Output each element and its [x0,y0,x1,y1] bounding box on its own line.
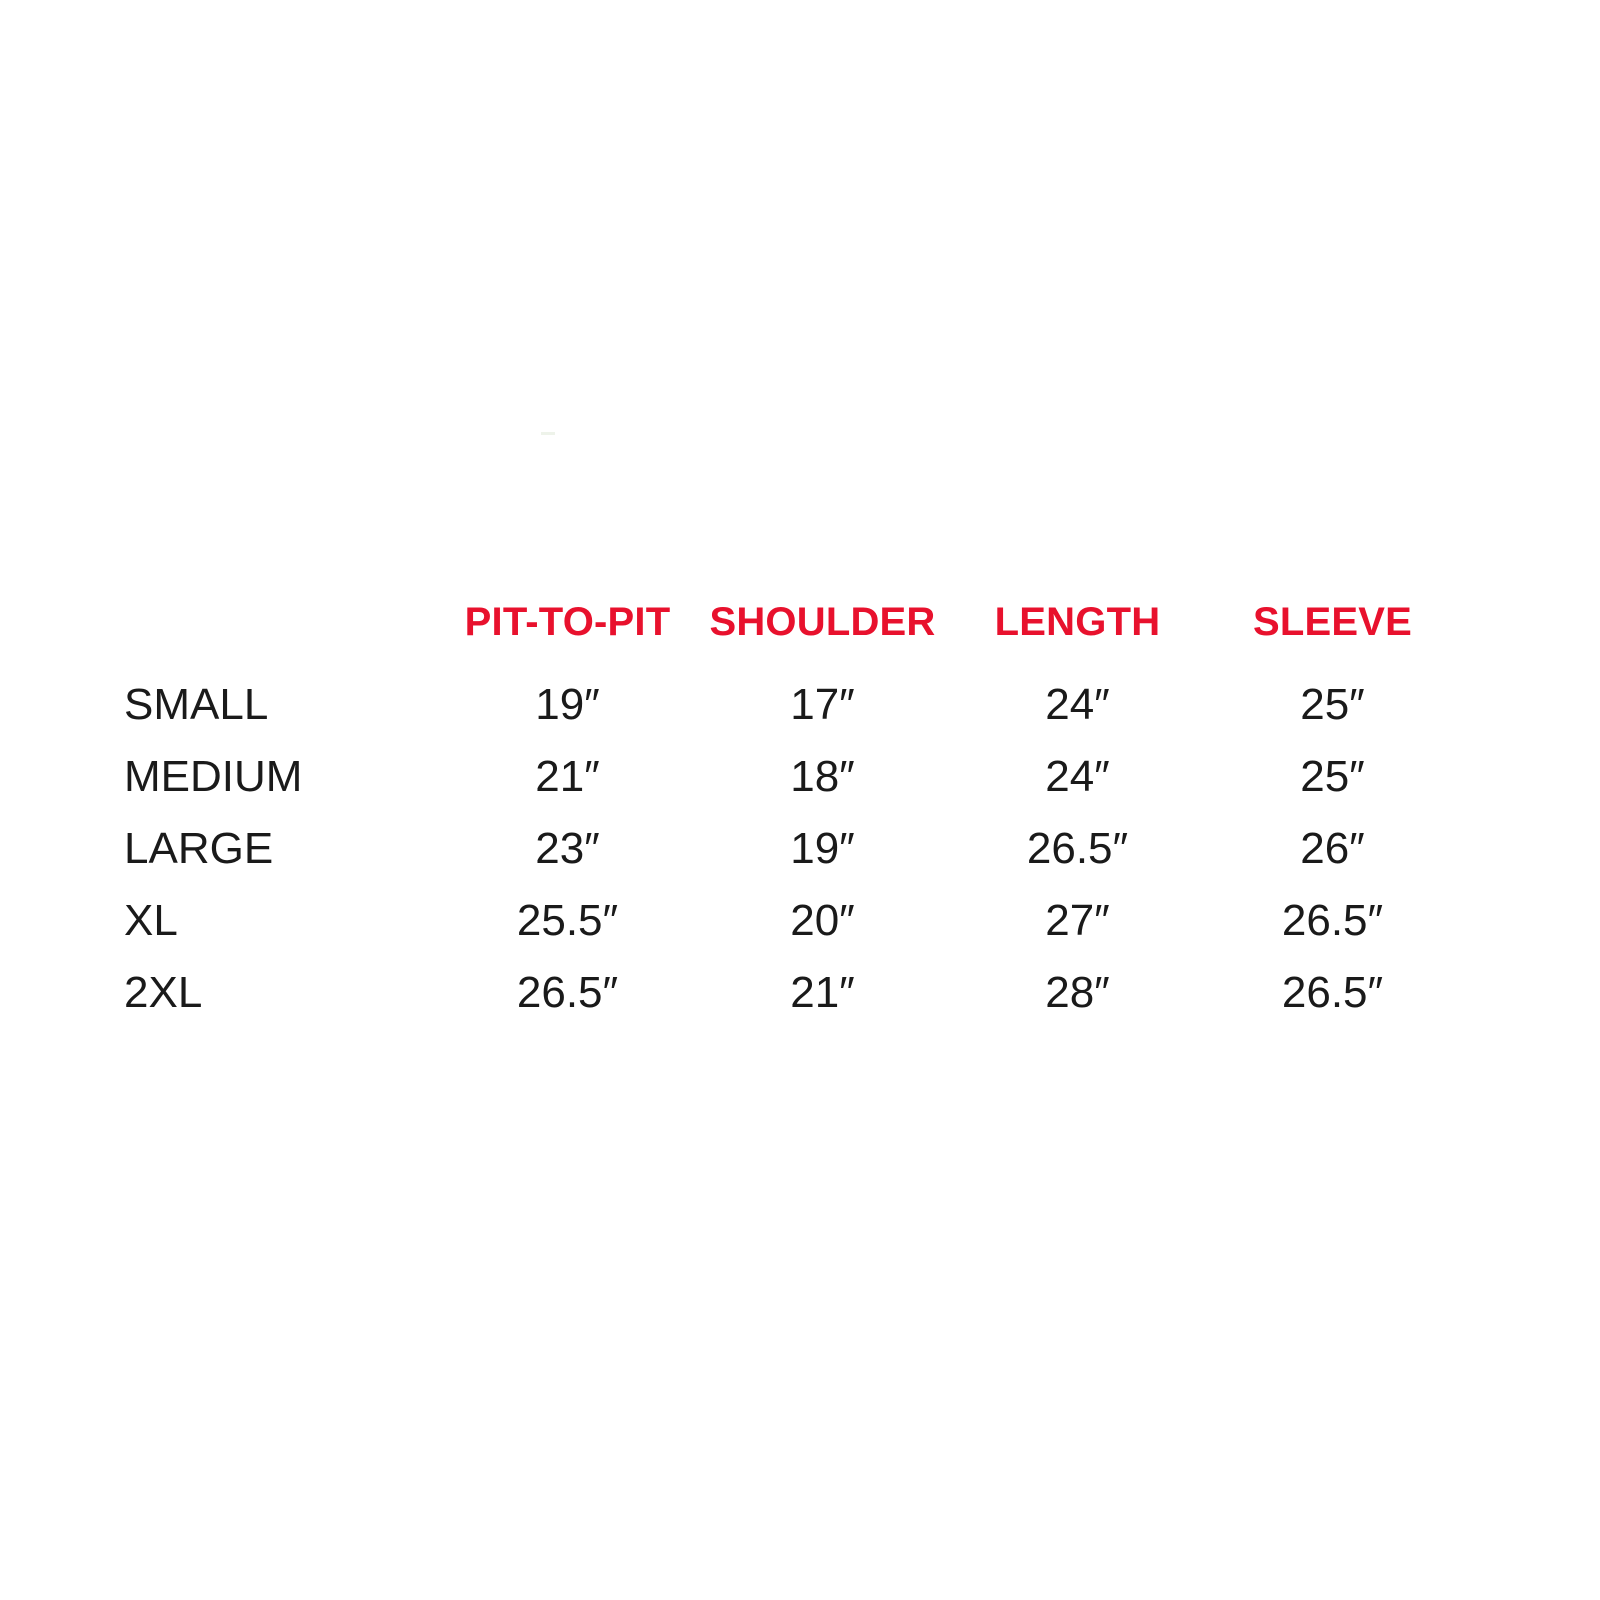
row-label-2xl: 2XL [124,968,203,1017]
table-row [120,957,1460,1029]
cell-large-pit-to-pit: 23″ [535,824,600,873]
cell-2xl-length: 28″ [1045,968,1110,1017]
table-row [120,885,1460,957]
cell-small-sleeve: 25″ [1300,680,1365,729]
table-row [120,669,1460,741]
cell-2xl-sleeve: 26.5″ [1281,968,1384,1017]
cell-xl-shoulder: 20″ [790,896,855,945]
table-row [120,813,1460,885]
column-header-size [120,600,440,669]
cell-medium-pit-to-pit: 21″ [535,752,600,801]
image-artifact-speck [541,432,555,435]
row-label-medium: MEDIUM [124,752,303,801]
size-chart-table [120,600,1460,1029]
size-chart [120,600,1460,1029]
row-label-large: LARGE [124,824,274,873]
cell-2xl-pit-to-pit: 26.5″ [516,968,619,1017]
row-label-small: SMALL [124,680,269,729]
cell-2xl-shoulder: 21″ [790,968,855,1017]
column-header-sleeve: SLEEVE [1252,600,1413,644]
cell-xl-sleeve: 26.5″ [1281,896,1384,945]
cell-medium-length: 24″ [1045,752,1110,801]
cell-medium-sleeve: 25″ [1300,752,1365,801]
table-row [120,741,1460,813]
cell-medium-shoulder: 18″ [790,752,855,801]
row-label-xl: XL [124,896,178,945]
cell-large-length: 26.5″ [1026,824,1129,873]
column-header-shoulder: SHOULDER [709,600,936,644]
column-header-pit-to-pit: PIT-TO-PIT [464,600,671,644]
cell-xl-length: 27″ [1045,896,1110,945]
table-header-row [120,600,1460,669]
cell-large-sleeve: 26″ [1300,824,1365,873]
column-header-length: LENGTH [994,600,1161,644]
cell-small-length: 24″ [1045,680,1110,729]
cell-large-shoulder: 19″ [790,824,855,873]
cell-xl-pit-to-pit: 25.5″ [516,896,619,945]
cell-small-pit-to-pit: 19″ [535,680,600,729]
cell-small-shoulder: 17″ [790,680,855,729]
